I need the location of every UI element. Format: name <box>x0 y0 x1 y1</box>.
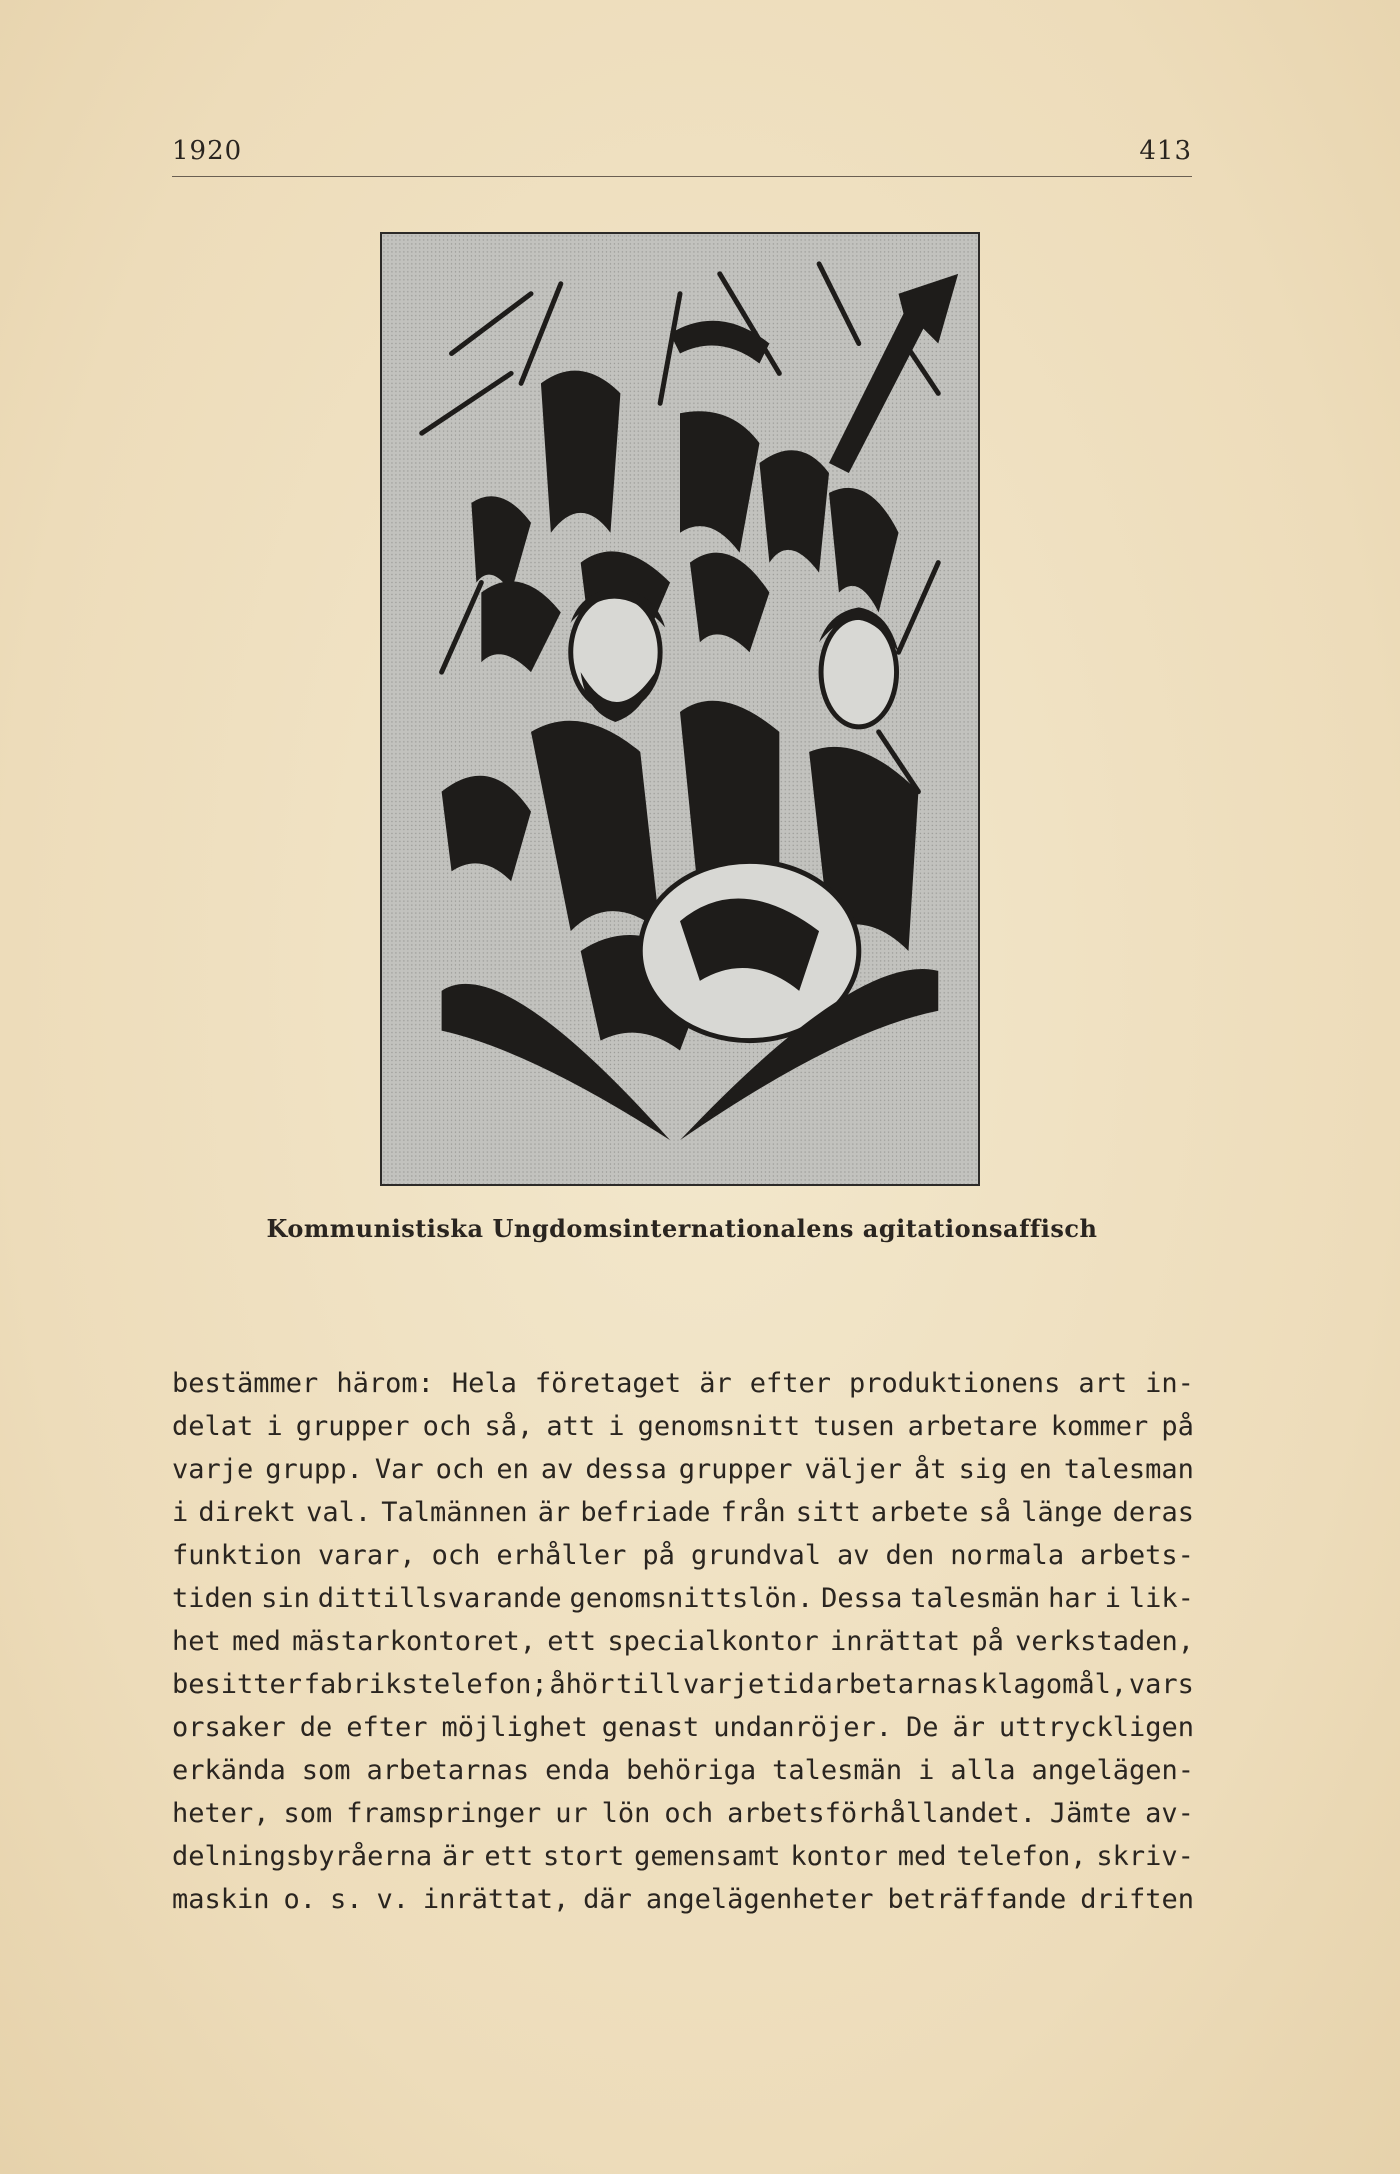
word: genomsnitt <box>637 1411 801 1442</box>
word: erkända <box>172 1755 286 1786</box>
word: verkstaden, <box>1015 1626 1194 1657</box>
word: val. <box>306 1497 372 1528</box>
text-line <box>172 1749 1194 1792</box>
word: härom: <box>336 1368 434 1399</box>
word: het <box>172 1626 221 1657</box>
word: av <box>836 1540 870 1571</box>
word: den <box>885 1540 935 1571</box>
word: åt <box>914 1454 947 1485</box>
word: i <box>608 1411 625 1442</box>
word: på <box>971 1626 1004 1657</box>
figure-caption: Kommunistiska Ungdomsinternationalens agitationsaffisch <box>266 1214 1098 1243</box>
word: är <box>699 1368 732 1399</box>
word: genomsnittslön. <box>569 1583 814 1614</box>
text-line <box>172 1577 1194 1620</box>
word: sitt <box>795 1497 861 1528</box>
word: grupp. <box>265 1454 363 1485</box>
word: funktion <box>172 1540 303 1571</box>
word: grundval <box>690 1540 821 1571</box>
word: till <box>616 1669 682 1700</box>
word: i <box>172 1497 189 1528</box>
word: uttryckligen <box>998 1712 1194 1743</box>
word: arbets- <box>1080 1540 1194 1571</box>
word: De <box>905 1712 939 1743</box>
word: grupper <box>678 1454 793 1485</box>
word: tiden <box>172 1583 254 1614</box>
word: bestämmer <box>172 1368 319 1399</box>
word: beträffande <box>887 1884 1067 1915</box>
word: mästarkontoret, <box>292 1626 536 1657</box>
word: vars <box>1128 1669 1194 1700</box>
text-line <box>172 1792 1194 1835</box>
word: alla <box>950 1755 1016 1786</box>
word: så <box>978 1497 1012 1528</box>
word: arbetare <box>907 1411 1038 1442</box>
text-line <box>172 1620 1194 1663</box>
word: åhör <box>549 1669 615 1700</box>
word: direkt <box>198 1497 296 1528</box>
word: och <box>422 1411 472 1442</box>
text-line <box>172 1448 1194 1491</box>
word: ett <box>547 1626 597 1657</box>
word: fabrikstelefon; <box>303 1669 548 1700</box>
poster-drawing <box>382 234 978 1184</box>
word: stort <box>543 1841 625 1872</box>
page-number: 413 <box>1139 136 1192 166</box>
word: och <box>431 1540 481 1571</box>
word: länge <box>1021 1497 1103 1528</box>
page-header <box>172 136 1192 177</box>
word: som <box>301 1755 351 1786</box>
word: företaget <box>534 1368 682 1399</box>
word: av <box>540 1454 574 1485</box>
word: tusen <box>813 1411 895 1442</box>
word: är <box>952 1712 985 1743</box>
word: Var <box>374 1454 424 1485</box>
word: in- <box>1145 1368 1194 1399</box>
word: de <box>299 1712 333 1743</box>
word: en <box>1019 1454 1052 1485</box>
word: har <box>1048 1583 1097 1614</box>
word: arbetarnas <box>366 1755 530 1786</box>
word: med <box>897 1841 947 1872</box>
word: orsaker <box>172 1712 286 1743</box>
word: behöriga <box>626 1755 757 1786</box>
word: arbete <box>870 1497 969 1528</box>
word: i <box>1104 1583 1122 1614</box>
word: telefon, <box>956 1841 1087 1872</box>
word: med <box>232 1626 281 1657</box>
word: av- <box>1145 1798 1194 1829</box>
word: heter, <box>172 1798 270 1829</box>
poster-illustration <box>380 232 980 1186</box>
text-line <box>172 1491 1194 1534</box>
word: Jämte <box>1049 1798 1132 1829</box>
page-year: 1920 <box>172 136 243 166</box>
word: varje <box>172 1454 254 1485</box>
word: på <box>642 1540 675 1571</box>
word: angelägenheter <box>645 1884 874 1915</box>
word: enda <box>545 1755 611 1786</box>
word: arbetarnas <box>816 1669 980 1700</box>
text-line <box>172 1663 1194 1706</box>
word: efter <box>749 1368 831 1399</box>
word: lik- <box>1128 1583 1194 1614</box>
word: Hela <box>451 1368 517 1399</box>
word: kommer <box>1050 1411 1149 1442</box>
word: specialkontor <box>607 1626 819 1657</box>
word: möjlighet <box>441 1712 588 1743</box>
word: är <box>441 1841 475 1872</box>
word: lön <box>601 1798 651 1829</box>
text-line <box>172 1835 1194 1878</box>
word: delat <box>172 1411 254 1442</box>
text-line <box>172 1534 1194 1577</box>
word: dittillsvarande <box>317 1583 562 1614</box>
word: driften <box>1080 1884 1194 1915</box>
word: maskin <box>172 1884 270 1915</box>
word: är <box>537 1497 571 1528</box>
word: så, <box>484 1411 534 1442</box>
word: angelägen- <box>1031 1755 1194 1786</box>
word: varje <box>682 1669 765 1700</box>
word: talesmän <box>910 1583 1041 1614</box>
word: kontor <box>790 1841 888 1872</box>
word: talesman <box>1063 1454 1194 1485</box>
word: ett <box>484 1841 534 1872</box>
word: deras <box>1112 1497 1194 1528</box>
word: i <box>918 1755 935 1786</box>
word: från <box>720 1497 786 1528</box>
word: besitter <box>172 1669 303 1700</box>
word: erhåller <box>496 1540 627 1571</box>
word: skriv- <box>1096 1841 1194 1872</box>
word: och <box>435 1454 485 1485</box>
text-line <box>172 1878 1194 1921</box>
word: s. <box>329 1884 363 1915</box>
word: sin <box>261 1583 310 1614</box>
word: inrättat <box>830 1626 961 1657</box>
word: som <box>283 1798 333 1829</box>
word: varar, <box>318 1540 416 1571</box>
word: Dessa <box>821 1583 903 1614</box>
word: väljer <box>804 1454 903 1485</box>
word: inrättat, <box>422 1884 570 1915</box>
word: dessa <box>585 1454 667 1485</box>
word: ur <box>555 1798 588 1829</box>
word: framspringer <box>346 1798 542 1829</box>
word: att <box>546 1411 596 1442</box>
word: en <box>496 1454 529 1485</box>
word: befriade <box>580 1497 711 1528</box>
word: v. <box>376 1884 409 1915</box>
text-line <box>172 1706 1194 1749</box>
word: i <box>266 1411 283 1442</box>
word: och <box>664 1798 714 1829</box>
word: där <box>583 1884 632 1915</box>
word: arbetsförhållandet. <box>727 1798 1036 1829</box>
word: talesmän <box>772 1755 903 1786</box>
word: normala <box>950 1540 1065 1571</box>
text-line <box>172 1405 1194 1448</box>
text-line <box>172 1362 1194 1405</box>
word: tid <box>765 1669 815 1700</box>
word: produktionens <box>849 1368 1061 1399</box>
word: gemensamt <box>634 1841 781 1872</box>
body-text <box>172 1362 1194 1921</box>
word: genast <box>601 1712 700 1743</box>
word: på <box>1161 1411 1194 1442</box>
word: art <box>1078 1368 1128 1399</box>
word: sig <box>958 1454 1008 1485</box>
word: undanröjer. <box>713 1712 893 1743</box>
word: Talmännen <box>381 1497 528 1528</box>
word: efter <box>346 1712 428 1743</box>
word: grupper <box>295 1411 410 1442</box>
word: delningsbyråerna <box>172 1841 433 1872</box>
word: klagomål, <box>980 1669 1128 1700</box>
word: o. <box>283 1884 317 1915</box>
